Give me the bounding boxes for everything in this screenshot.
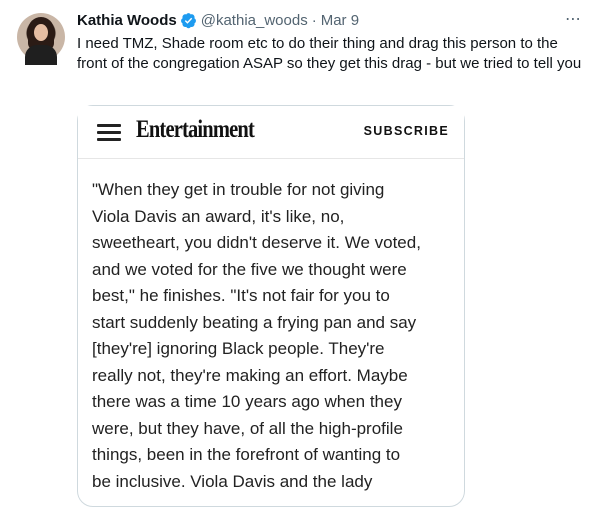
author-name[interactable]: Kathia Woods	[77, 11, 177, 29]
menu-icon[interactable]	[97, 124, 121, 142]
article-line: and we voted for the five we thought were	[92, 259, 407, 279]
article-line: were, but they have, of all the high-profile	[92, 418, 403, 438]
avatar-shirt	[25, 45, 57, 65]
article-line: sweetheart, you didn't deserve it. We voted,	[92, 233, 421, 252]
verified-badge-icon	[180, 12, 197, 29]
paragraph-gap	[92, 156, 462, 177]
article-line: best," he finishes. "It's not fair for you to	[92, 286, 390, 305]
article-line: be inclusive. Viola Davis and the lady	[92, 471, 373, 491]
tweet-text: I need TMZ, Shade room etc to do their thing and drag this person to the front of the congregation ASAP so they get this drag - but we tried to tell you	[77, 35, 582, 72]
tweet-date[interactable]: Mar 9	[320, 11, 360, 29]
tweet-header	[77, 10, 359, 30]
subscribe-button[interactable]: SUBSCRIBE	[363, 124, 449, 138]
article-line: Viola Davis an award, it's like, no,	[92, 206, 345, 226]
more-options-icon[interactable]: ⋯	[565, 11, 582, 28]
author-handle[interactable]: @kathia_woods	[200, 11, 308, 29]
article-line: really not, they're making an effort. Maybe	[92, 365, 408, 385]
article-line: there was a time 10 years ago when they	[92, 392, 402, 411]
publication-header-bar	[78, 106, 464, 159]
article-screenshot-text	[92, 140, 462, 495]
attached-image-card[interactable]	[77, 105, 465, 507]
article-line: "When they get in trouble for not giving	[92, 180, 385, 199]
article-line: [they're] ignoring Black people. They're	[92, 339, 385, 358]
article-line: things, been in the forefront of wanting to	[92, 445, 401, 464]
separator-dot: ·	[311, 11, 317, 29]
publication-logo: Entertainment	[136, 116, 255, 143]
article-line: start suddenly beating a frying pan and say	[92, 312, 417, 332]
avatar[interactable]	[17, 13, 65, 61]
avatar-face	[34, 24, 48, 41]
